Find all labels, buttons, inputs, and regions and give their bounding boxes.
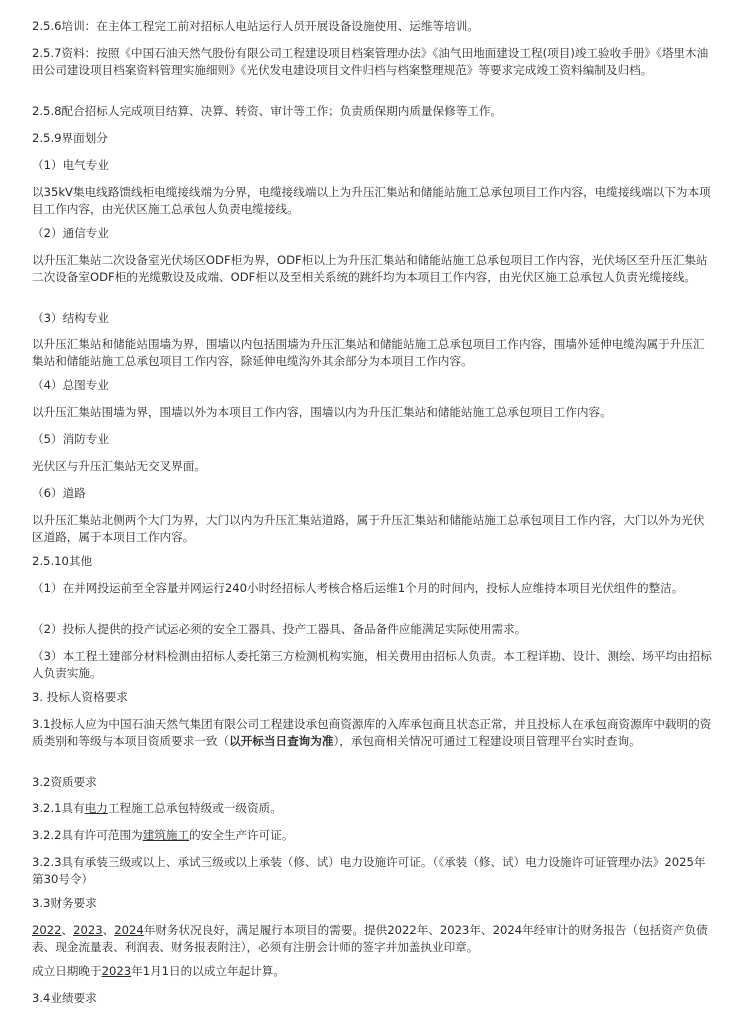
paragraph-communication: 以升压汇集站二次设备室光伏场区ODF柜为界，ODF柜以上为升压汇集站和储能站施工总承包项目工作内容，光伏场区至升压汇集站二次设备室ODF柜的光缆敷设及成端、ODF柜以及至相关系统的跳纤均为本项目工作内容，由光伏区施工总承包人负责光缆接线。 (32, 253, 708, 284)
paragraph-general-layout: 以升压汇集站围墙为界，围墙以外为本项目工作内容，围墙以内为升压汇集站和储能站施工总承包项目工作内容。 (32, 405, 612, 419)
paragraph-3-1-text-a: 3.1投标人应为中国石油天然气集团有限公司工程建设承包商资源库的入库承包商且状态正常，并且投标人在承包商资源库中载明的资质类别和等级与本项目资质要求一致（ (32, 717, 712, 748)
paragraph-3-1-text-c: ），承包商相关情况可通过工程建设项目管理平台实时查询。 (333, 734, 641, 748)
paragraph-electrical: 以35kV集电线路馈线柜电缆接线端为分界，电缆接线端以上为升压汇集站和储能站施工总承包项目工作内容，电缆接线端以下为本项目工作内容，由光伏区施工总承包人负责电缆接线。 (32, 185, 711, 216)
paragraph-2-5-8: 2.5.8配合招标人完成项目结算、决算、转资、审计等工作；负责质保期内质量保修等工作。 (32, 104, 503, 118)
paragraph-2-5-7: 2.5.7资料：按照《中国石油天然气股份有限公司工程建设项目档案管理办法》《油气田地面建设工程(项目)竣工验收手册》《塔里木油田公司建设项目档案资料管理实施细则》《光伏发电建设项目文件归档与档案整理规范》等要求完成竣工资料编制及归档。 (32, 46, 709, 77)
paragraph-3-3-text: 年财务状况良好，满足履行本项目的需要。提供2022年、2023年、2024年经审计的财务报告（包括资产负债表、现金流量表、利润表、财务报表附注），必须有注册会计师的签字并加盖执业印章。 (32, 923, 708, 954)
paragraph-3-2-2-underline: 建筑施工 (142, 828, 190, 842)
heading-2-5-9: 2.5.9界面划分 (32, 131, 108, 145)
subheading-general-layout: （4）总图专业 (32, 378, 109, 392)
paragraph-3-3-financial (32, 922, 716, 956)
heading-bidder-qualification: 3. 投标人资格要求 (32, 690, 128, 704)
paragraph-3-1-bold: 以开标当日查询为准 (229, 734, 334, 748)
establishment-year: 2023 (101, 964, 132, 978)
subheading-fire-protection: （5）消防专业 (32, 432, 109, 446)
establishment-text-c: 年1月1日的以成立年起计算。 (131, 964, 285, 978)
separator-1: 、 (61, 923, 74, 937)
paragraph-3-2-1-text-c: 工程施工总承包特级或一级资质。 (107, 801, 282, 815)
paragraph-structure: 以升压汇集站和储能站围墙为界，围墙以内包括围墙为升压汇集站和储能站施工总承包项目工作内容，围墙外延伸电缆沟属于升压汇集站和储能站施工总承包项目工作内容，除延伸电缆沟外其余部分为本项目工作内容。 (32, 337, 705, 368)
subheading-communication: （2）通信专业 (32, 226, 109, 240)
paragraph-other-3: （3）本工程土建部分材料检测由招标人委托第三方检测机构实施，相关费用由招标人负责。本工程详勘、设计、测绘、场平均由招标人负责实施。 (32, 649, 712, 680)
heading-3-2: 3.2资质要求 (32, 775, 97, 789)
paragraph-fire-protection: 光伏区与升压汇集站无交叉界面。 (32, 459, 206, 473)
paragraph-3-2-2-text-a: 3.2.2具有许可范围为 (32, 828, 143, 842)
paragraph-3-2-2-text-c: 的安全生产许可证。 (189, 828, 294, 842)
paragraph-3-2-1-underline: 电力 (84, 801, 108, 815)
paragraph-3-2-1-text-a: 3.2.1具有 (32, 801, 85, 815)
subheading-structure: （3）结构专业 (32, 311, 109, 325)
subheading-roads: （6）道路 (32, 486, 86, 500)
paragraph-establishment-date (32, 963, 716, 980)
paragraph-3-2-2 (32, 827, 716, 844)
paragraph-3-2-3: 3.2.3具有承装三级或以上、承试三级或以上承装（修、试）电力设施许可证。（《承装（修、试）电力设施许可证管理办法》2025年第30号令） (32, 855, 706, 886)
paragraph-other-2: （2）投标人提供的投产试运必须的安全工器具、投产工器具、备品备件应能满足实际使用需求。 (32, 622, 527, 636)
paragraph-3-1 (32, 716, 716, 750)
year-2023: 2023 (73, 923, 103, 937)
separator-2: 、 (102, 923, 115, 937)
paragraph-3-2-1 (32, 800, 716, 817)
year-2022: 2022 (32, 923, 62, 937)
paragraph-other-1: （1）在并网投运前至全容量并网运行240小时经招标人考核合格后运维1个月的时间内，投标人应维持本项目光伏组件的整洁。 (32, 581, 684, 595)
heading-3-3: 3.3财务要求 (32, 896, 97, 910)
subheading-electrical: （1）电气专业 (32, 158, 109, 172)
year-2024: 2024 (114, 923, 144, 937)
heading-2-5-10: 2.5.10其他 (32, 554, 93, 568)
paragraph-2-5-6: 2.5.6培训：在主体工程完工前对招标人电站运行人员开展设备设施使用、运维等培训。 (32, 19, 479, 33)
paragraph-roads: 以升压汇集站北侧两个大门为界，大门以内为升压汇集站道路，属于升压汇集站和储能站施工总承包项目工作内容，大门以外为光伏区道路，属于本项目工作内容。 (32, 513, 705, 544)
heading-3-4: 3.4业绩要求 (32, 991, 97, 1005)
establishment-text-a: 成立日期晚于 (32, 964, 102, 978)
